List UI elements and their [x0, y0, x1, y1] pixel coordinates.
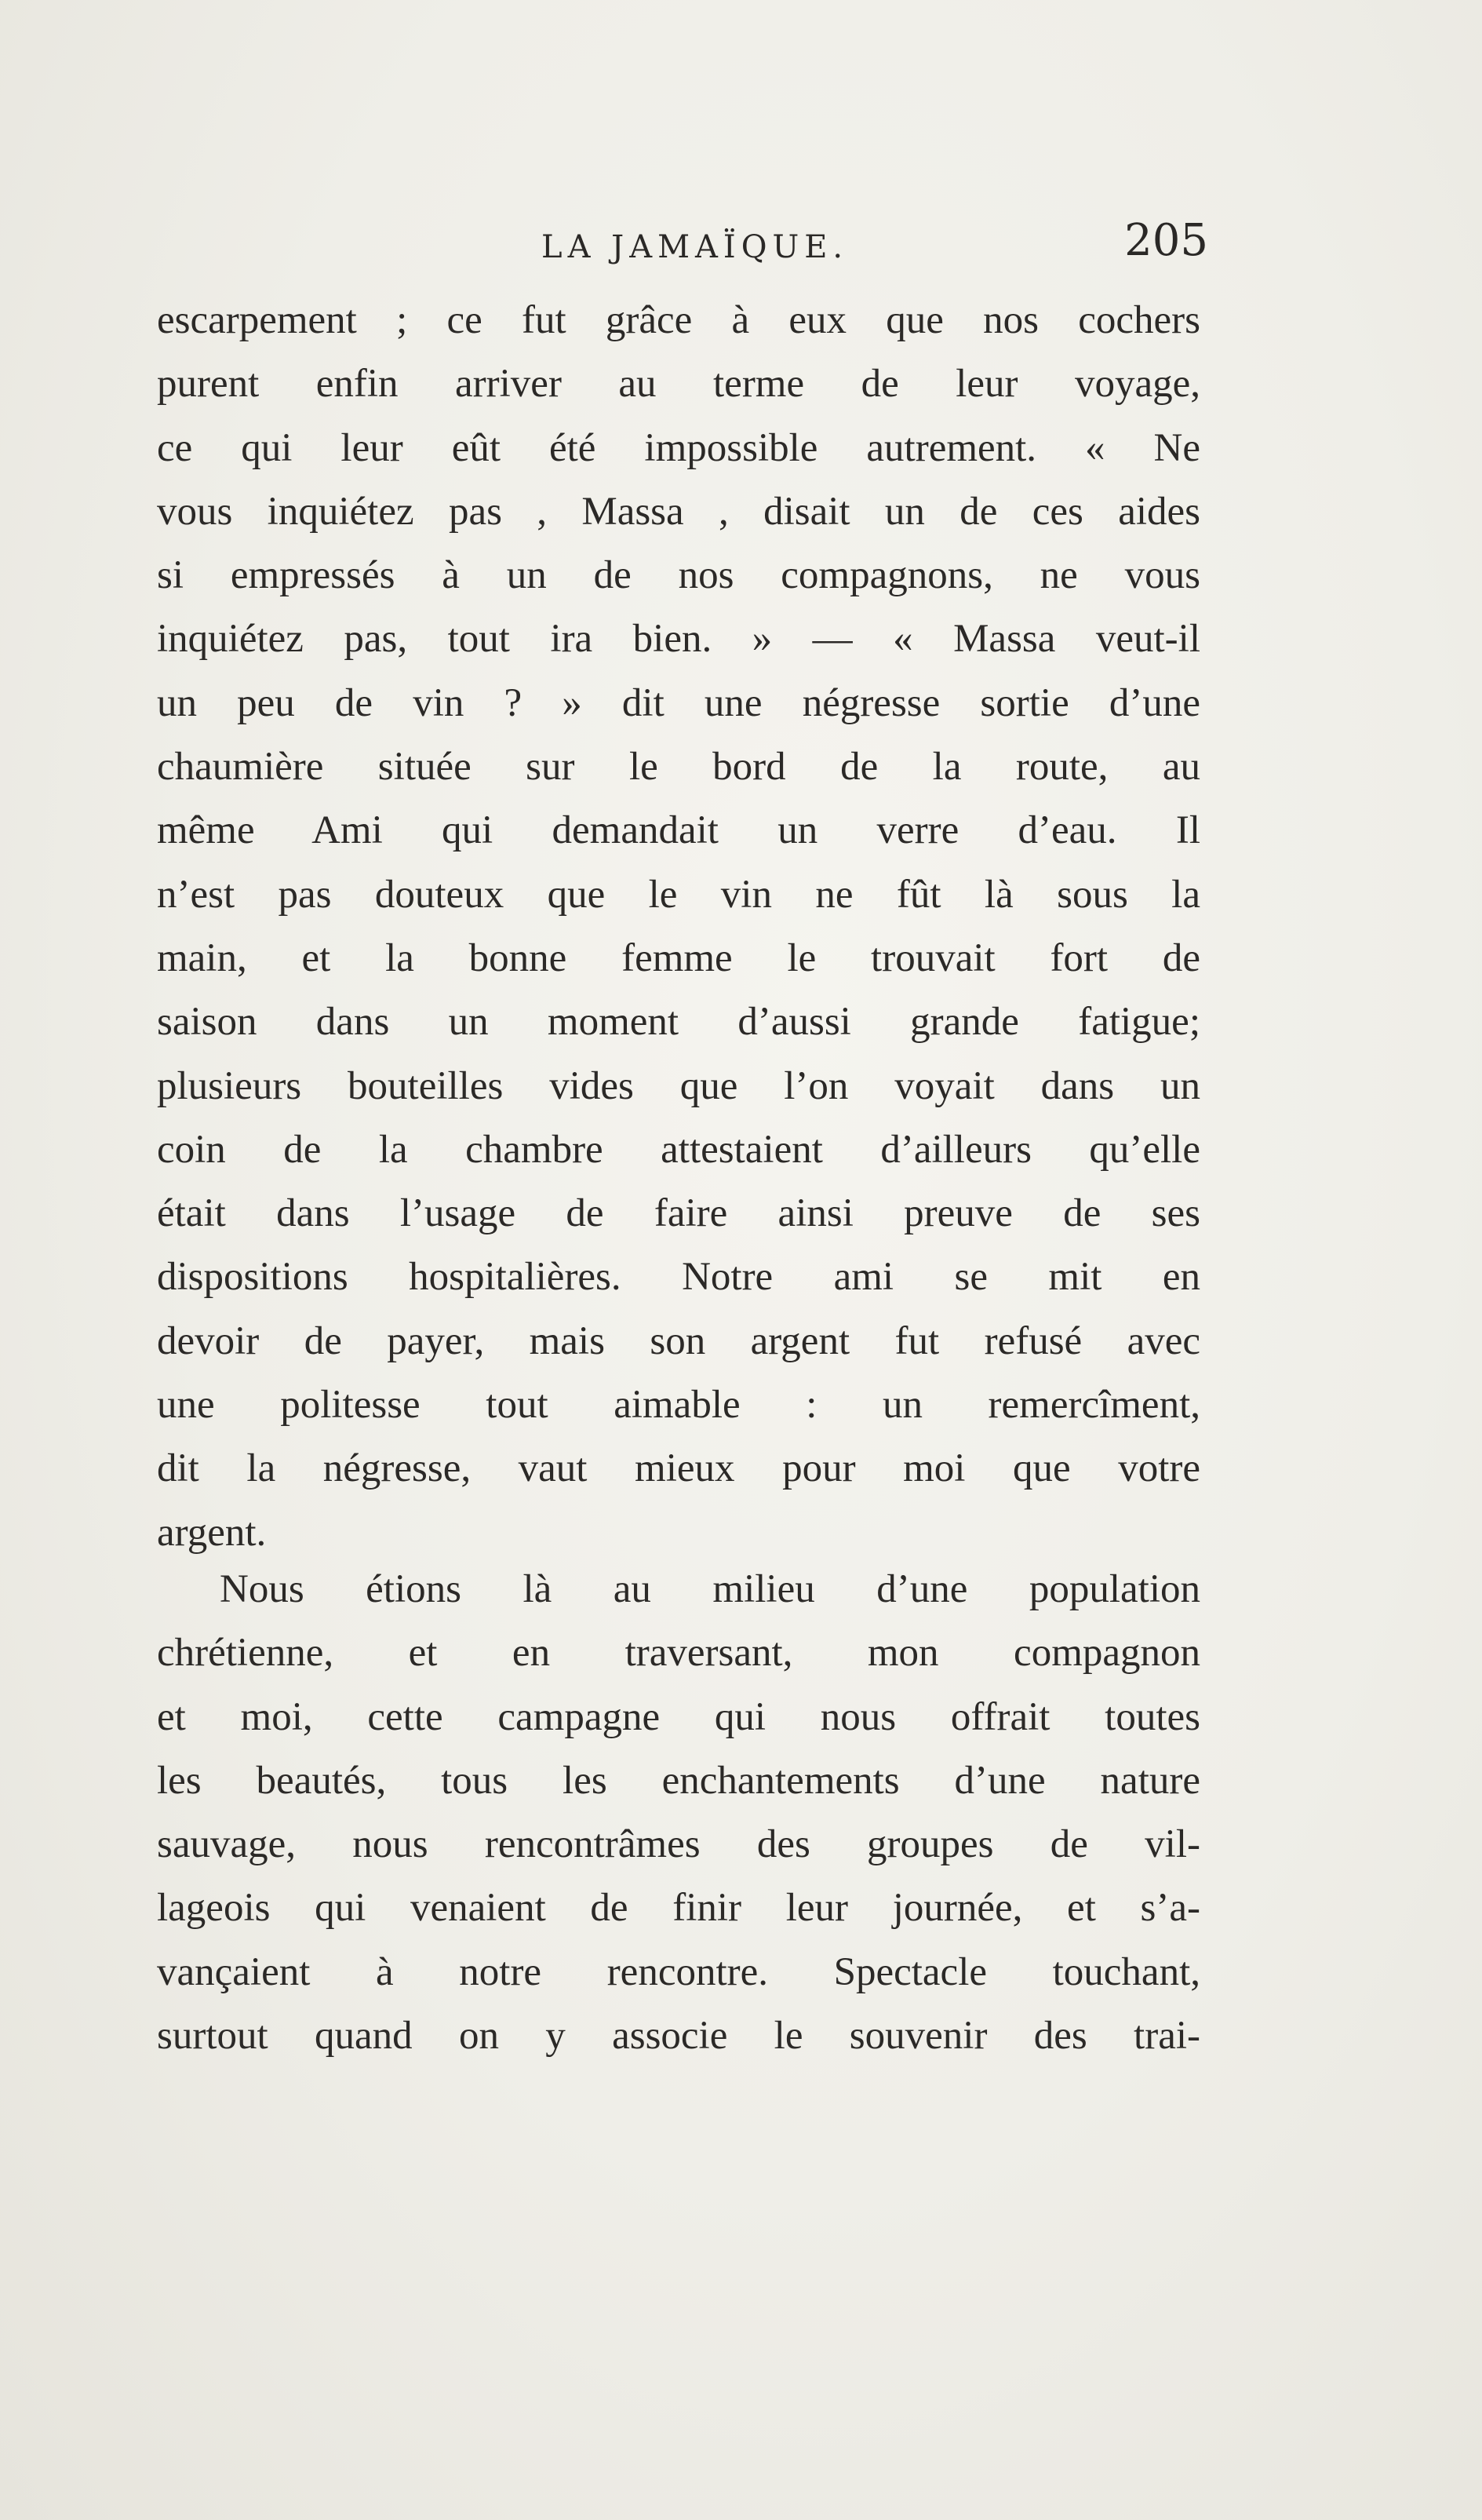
text-line: un peu de vin ? » dit une négresse sortie d’une [157, 680, 1200, 725]
text-line: chrétienne, et en traversant, mon compagnon [157, 1631, 1200, 1676]
text-line: lageois qui venaient de finir leur journée, et s’a- [157, 1886, 1200, 1931]
text-line: inquiétez pas, tout ira bien. » — « Massa veut-il [157, 617, 1200, 662]
text-line: sauvage, nous rencontrâmes des groupes de vil- [157, 1822, 1200, 1867]
text-line: escarpement ; ce fut grâce à eux que nos cochers [157, 298, 1200, 342]
text-line: chaumière située sur le bord de la route, au [157, 745, 1200, 790]
text-line: vançaient à notre rencontre. Spectacle touchant, [157, 1949, 1200, 1994]
paragraph-2 [157, 1558, 1200, 2068]
text-line: les beautés, tous les enchantements d’une nature [157, 1758, 1200, 1803]
text-line: main, et la bonne femme le trouvait fort de [157, 935, 1200, 980]
text-line: si empressés à un de nos compagnons, ne vous [157, 553, 1200, 598]
text-line: surtout quand on y associe le souvenir des trai- [157, 2014, 1200, 2059]
text-line: ce qui leur eût été impossible autrement. « Ne [157, 425, 1200, 470]
text-line: dispositions hospitalières. Notre ami se mit en [157, 1255, 1200, 1300]
paragraph-1 [157, 289, 1200, 1565]
text-line: devoir de payer, mais son argent fut refusé avec [157, 1318, 1200, 1363]
text-line: vous inquiétez pas , Massa , disait un de ces aides [157, 489, 1200, 534]
running-title: LA JAMAÏQUE. [541, 229, 849, 265]
text-line: plusieurs bouteilles vides que l’on voyait dans un [157, 1063, 1200, 1108]
text-line: saison dans un moment d’aussi grande fatigue; [157, 1000, 1200, 1045]
text-line: dit la négresse, vaut mieux pour moi que votre [157, 1446, 1200, 1491]
page-number: 205 [1124, 215, 1208, 266]
text-line: était dans l’usage de faire ainsi preuve de ses [157, 1191, 1200, 1236]
text-line: coin de la chambre attestaient d’ailleurs qu’elle [157, 1127, 1200, 1172]
page-header [157, 212, 1208, 283]
text-line: Nous étions là au milieu d’une population [220, 1567, 1200, 1611]
text-line: une politesse tout aimable : un remercîment, [157, 1383, 1200, 1428]
text-line: purent enfin arriver au terme de leur voyage, [157, 362, 1200, 407]
text-line: n’est pas douteux que le vin ne fût là sous la [157, 872, 1200, 917]
text-line: et moi, cette campagne qui nous offrait toutes [157, 1694, 1200, 1739]
text-line: argent. [157, 1510, 267, 1555]
text-line: même Ami qui demandait un verre d’eau. Il [157, 808, 1200, 853]
